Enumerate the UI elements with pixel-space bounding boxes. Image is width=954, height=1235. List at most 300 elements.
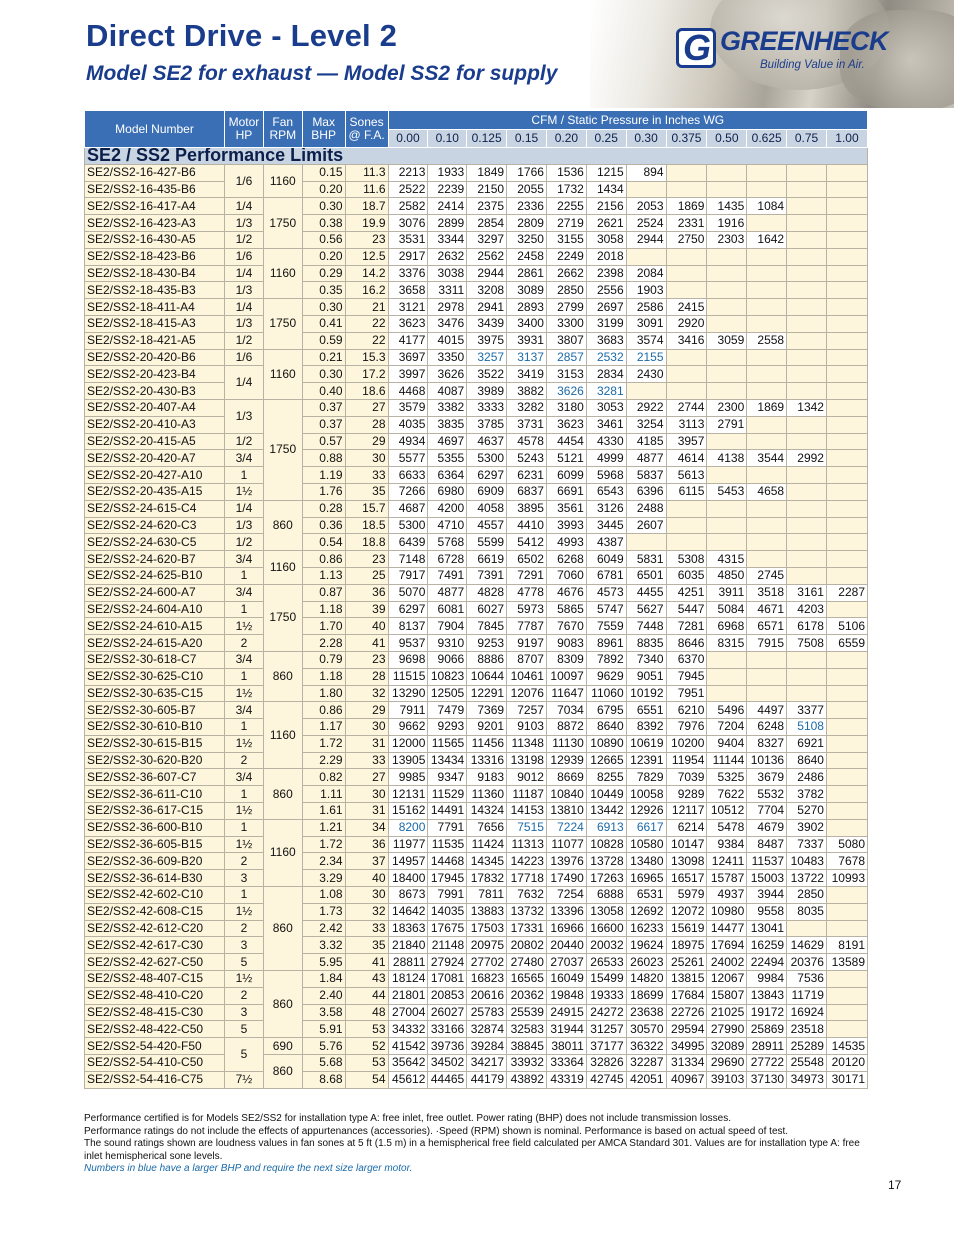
model-number-cell: SE2/SS2-18-430-B4 xyxy=(85,265,225,282)
cfm-cell xyxy=(666,500,707,517)
motor-hp-cell: 3/4 xyxy=(225,450,264,467)
cfm-cell: 27702 xyxy=(467,954,507,971)
cfm-cell: 2084 xyxy=(626,265,666,282)
cfm-cell: 1536 xyxy=(546,164,586,181)
table-row xyxy=(85,248,868,265)
cfm-cell xyxy=(747,349,787,366)
model-number-cell: SE2/SS2-36-614-B30 xyxy=(85,870,225,887)
cfm-cell: 12117 xyxy=(666,803,707,820)
max-bhp-cell: 0.56 xyxy=(302,231,345,248)
logo-name: GREENHECK xyxy=(720,26,889,56)
motor-hp-cell: 2 xyxy=(225,987,264,1004)
cfm-cell: 7892 xyxy=(586,651,626,668)
cfm-cell: 4850 xyxy=(707,567,747,584)
cfm-cell xyxy=(826,567,867,584)
cfm-cell: 32287 xyxy=(626,1055,666,1072)
greenheck-logo xyxy=(676,26,889,76)
cfm-cell: 7266 xyxy=(388,483,428,500)
motor-hp-cell: 1/2 xyxy=(225,231,264,248)
cfm-cell: 3208 xyxy=(467,282,507,299)
cfm-cell: 3731 xyxy=(507,416,547,433)
cfm-cell: 14153 xyxy=(507,803,547,820)
cfm-cell: 7281 xyxy=(666,618,707,635)
cfm-cell: 3250 xyxy=(507,231,547,248)
cfm-cell: 7632 xyxy=(507,887,547,904)
cfm-cell: 2150 xyxy=(467,181,507,198)
cfm-cell xyxy=(826,467,867,484)
cfm-cell: 3300 xyxy=(546,315,586,332)
model-number-cell: SE2/SS2-24-620-C3 xyxy=(85,517,225,534)
cfm-cell: 34973 xyxy=(787,1071,827,1088)
table-row xyxy=(85,752,868,769)
model-number-cell: SE2/SS2-20-427-A10 xyxy=(85,467,225,484)
cfm-cell: 12000 xyxy=(388,735,428,752)
cfm-cell: 3579 xyxy=(388,399,428,416)
cfm-cell xyxy=(787,500,827,517)
cfm-cell: 7254 xyxy=(546,887,586,904)
cfm-cell: 6619 xyxy=(467,551,507,568)
cfm-cell: 2287 xyxy=(826,584,867,601)
header-fan-rpm: Fan RPM xyxy=(263,111,302,148)
cfm-cell xyxy=(787,215,827,232)
footnote-line: Performance ratings do not include the effects of appurtenances (accessories). ·Speed (RPM) shown is nominal. Performance is based on actual speed of test. xyxy=(84,1125,789,1137)
sones-cell: 39 xyxy=(345,601,388,618)
motor-hp-cell: 3/4 xyxy=(225,702,264,719)
cfm-cell: 9662 xyxy=(388,719,428,736)
sones-cell: 36 xyxy=(345,836,388,853)
cfm-cell: 10136 xyxy=(747,752,787,769)
model-number-cell: SE2/SS2-18-435-B3 xyxy=(85,282,225,299)
sones-cell: 12.5 xyxy=(345,248,388,265)
max-bhp-cell: 0.30 xyxy=(302,366,345,383)
cfm-cell xyxy=(826,399,867,416)
motor-hp-cell: 7½ xyxy=(225,1071,264,1088)
cfm-cell: 17081 xyxy=(428,971,467,988)
max-bhp-cell: 0.86 xyxy=(302,702,345,719)
model-number-cell: SE2/SS2-18-415-A3 xyxy=(85,315,225,332)
max-bhp-cell: 1.84 xyxy=(302,971,345,988)
cfm-cell: 10512 xyxy=(707,803,747,820)
cfm-cell xyxy=(747,366,787,383)
sones-cell: 16.2 xyxy=(345,282,388,299)
model-number-cell: SE2/SS2-20-423-B4 xyxy=(85,366,225,383)
model-number-cell: SE2/SS2-48-407-C15 xyxy=(85,971,225,988)
cfm-cell: 6115 xyxy=(666,483,707,500)
max-bhp-cell: 0.15 xyxy=(302,164,345,181)
max-bhp-cell: 0.88 xyxy=(302,450,345,467)
cfm-cell: 12067 xyxy=(707,971,747,988)
cfm-cell: 11515 xyxy=(388,668,428,685)
cfm-cell: 6214 xyxy=(666,819,707,836)
cfm-cell xyxy=(826,181,867,198)
cfm-cell xyxy=(826,769,867,786)
cfm-cell: 44465 xyxy=(428,1071,467,1088)
sones-cell: 53 xyxy=(345,1055,388,1072)
cfm-cell: 4058 xyxy=(467,500,507,517)
cfm-cell: 7917 xyxy=(388,567,428,584)
header-max-bhp: Max BHP xyxy=(302,111,345,148)
motor-hp-cell: 1½ xyxy=(225,618,264,635)
cfm-cell: 13098 xyxy=(666,853,707,870)
sones-cell: 35 xyxy=(345,937,388,954)
logo-tagline: Building Value in Air. xyxy=(760,59,865,71)
cfm-cell: 15807 xyxy=(707,987,747,1004)
cfm-cell: 3089 xyxy=(507,282,547,299)
cfm-cell: 17503 xyxy=(467,920,507,937)
footnotes xyxy=(84,1113,874,1176)
cfm-cell: 2861 xyxy=(507,265,547,282)
cfm-cell: 20120 xyxy=(826,1055,867,1072)
cfm-cell: 2249 xyxy=(546,248,586,265)
sones-cell: 34 xyxy=(345,819,388,836)
max-bhp-cell: 0.37 xyxy=(302,399,345,416)
table-row xyxy=(85,853,868,870)
table-row xyxy=(85,987,868,1004)
cfm-cell xyxy=(826,282,867,299)
cfm-cell: 2458 xyxy=(507,248,547,265)
motor-hp-cell: 1 xyxy=(225,567,264,584)
cfm-cell: 4185 xyxy=(626,433,666,450)
cfm-cell xyxy=(826,719,867,736)
max-bhp-cell: 0.36 xyxy=(302,517,345,534)
cfm-cell: 17945 xyxy=(428,870,467,887)
cfm-cell: 1435 xyxy=(707,198,747,215)
cfm-cell: 2562 xyxy=(467,248,507,265)
cfm-cell: 11977 xyxy=(388,836,428,853)
max-bhp-cell: 0.87 xyxy=(302,584,345,601)
sones-cell: 31 xyxy=(345,735,388,752)
cfm-cell: 31334 xyxy=(666,1055,707,1072)
cfm-cell: 3281 xyxy=(586,383,626,400)
cfm-cell: 2375 xyxy=(467,198,507,215)
fan-rpm-cell: 860 xyxy=(263,971,302,1038)
sones-cell: 23 xyxy=(345,651,388,668)
cfm-cell xyxy=(666,282,707,299)
max-bhp-cell: 5.91 xyxy=(302,1021,345,1038)
fan-rpm-cell: 1160 xyxy=(263,349,302,399)
cfm-cell: 3626 xyxy=(546,383,586,400)
cfm-cell: 31257 xyxy=(586,1021,626,1038)
cfm-cell: 3180 xyxy=(546,399,586,416)
cfm-cell xyxy=(826,450,867,467)
cfm-cell: 41542 xyxy=(388,1038,428,1055)
cfm-cell: 6081 xyxy=(428,601,467,618)
cfm-cell: 34995 xyxy=(666,1038,707,1055)
cfm-cell: 9051 xyxy=(626,668,666,685)
cfm-cell: 6888 xyxy=(586,887,626,904)
motor-hp-cell: 1 xyxy=(225,819,264,836)
cfm-cell: 27480 xyxy=(507,954,547,971)
cfm-cell: 9310 xyxy=(428,635,467,652)
cfm-cell: 8707 xyxy=(507,651,547,668)
header-static-pressure: 0.15 xyxy=(507,130,547,148)
cfm-cell: 7791 xyxy=(428,819,467,836)
table-row xyxy=(85,769,868,786)
sones-cell: 33 xyxy=(345,920,388,937)
cfm-cell: 37177 xyxy=(586,1038,626,1055)
cfm-cell: 25539 xyxy=(507,1004,547,1021)
footnote-line: Performance certified is for Models SE2/SS2 for installation type A: free inlet, free outlet. Power rating (BHP) does not include transmission losses. xyxy=(84,1113,731,1124)
performance-table xyxy=(84,110,868,1089)
cfm-cell: 17832 xyxy=(467,870,507,887)
model-number-cell: SE2/SS2-24-615-C4 xyxy=(85,500,225,517)
cfm-cell xyxy=(747,181,787,198)
model-number-cell: SE2/SS2-54-416-C75 xyxy=(85,1071,225,1088)
cfm-cell: 32089 xyxy=(707,1038,747,1055)
cfm-cell: 33166 xyxy=(428,1021,467,1038)
cfm-cell: 2255 xyxy=(546,198,586,215)
max-bhp-cell: 1.73 xyxy=(302,903,345,920)
cfm-cell: 10461 xyxy=(507,668,547,685)
cfm-cell: 16966 xyxy=(546,920,586,937)
section-title: SE2 / SS2 Performance Limits xyxy=(85,148,868,165)
cfm-cell: 28811 xyxy=(388,954,428,971)
cfm-cell xyxy=(787,198,827,215)
cfm-cell: 5453 xyxy=(707,483,747,500)
cfm-cell: 34217 xyxy=(467,1055,507,1072)
cfm-cell xyxy=(666,534,707,551)
model-number-cell: SE2/SS2-54-420-F50 xyxy=(85,1038,225,1055)
max-bhp-cell: 1.11 xyxy=(302,786,345,803)
cfm-cell: 9066 xyxy=(428,651,467,668)
cfm-cell: 32874 xyxy=(467,1021,507,1038)
cfm-cell xyxy=(707,366,747,383)
header-static-pressure: 0.50 xyxy=(707,130,747,148)
cfm-cell xyxy=(826,215,867,232)
cfm-cell: 7448 xyxy=(626,618,666,635)
cfm-cell xyxy=(826,433,867,450)
table-row xyxy=(85,786,868,803)
cfm-cell: 3931 xyxy=(507,332,547,349)
cfm-cell xyxy=(747,215,787,232)
model-number-cell: SE2/SS2-24-620-B7 xyxy=(85,551,225,568)
cfm-cell: 10840 xyxy=(546,786,586,803)
cfm-cell: 8255 xyxy=(586,769,626,786)
max-bhp-cell: 2.34 xyxy=(302,853,345,870)
cfm-cell: 10200 xyxy=(666,735,707,752)
cfm-cell xyxy=(707,383,747,400)
model-number-cell: SE2/SS2-20-420-A7 xyxy=(85,450,225,467)
motor-hp-cell: 1/2 xyxy=(225,433,264,450)
cfm-cell xyxy=(826,366,867,383)
cfm-cell: 8487 xyxy=(747,836,787,853)
cfm-cell: 2850 xyxy=(787,887,827,904)
cfm-cell xyxy=(707,248,747,265)
cfm-cell: 5532 xyxy=(747,786,787,803)
cfm-cell: 11144 xyxy=(707,752,747,769)
cfm-cell: 4330 xyxy=(586,433,626,450)
cfm-cell: 3059 xyxy=(707,332,747,349)
cfm-cell: 27990 xyxy=(707,1021,747,1038)
cfm-cell: 10483 xyxy=(787,853,827,870)
cfm-cell: 12505 xyxy=(428,685,467,702)
cfm-cell xyxy=(747,265,787,282)
cfm-cell: 3476 xyxy=(428,315,467,332)
model-number-cell: SE2/SS2-24-604-A10 xyxy=(85,601,225,618)
model-number-cell: SE2/SS2-18-411-A4 xyxy=(85,299,225,316)
cfm-cell: 5300 xyxy=(388,517,428,534)
cfm-cell: 3121 xyxy=(388,299,428,316)
cfm-cell: 7670 xyxy=(546,618,586,635)
cfm-cell: 4468 xyxy=(388,383,428,400)
cfm-cell xyxy=(707,651,747,668)
header-static-pressure: 0.125 xyxy=(467,130,507,148)
cfm-cell: 16233 xyxy=(626,920,666,937)
cfm-cell: 10449 xyxy=(586,786,626,803)
header-static-pressure: 0.375 xyxy=(666,130,707,148)
model-number-cell: SE2/SS2-42-608-C15 xyxy=(85,903,225,920)
motor-hp-cell: 1 xyxy=(225,668,264,685)
cfm-cell: 10980 xyxy=(707,903,747,920)
max-bhp-cell: 0.35 xyxy=(302,282,345,299)
fan-rpm-cell: 860 xyxy=(263,887,302,971)
max-bhp-cell: 0.41 xyxy=(302,315,345,332)
cfm-cell: 3461 xyxy=(586,416,626,433)
motor-hp-cell: 1/6 xyxy=(225,164,264,198)
cfm-cell xyxy=(787,248,827,265)
model-number-cell: SE2/SS2-16-417-A4 xyxy=(85,198,225,215)
max-bhp-cell: 0.20 xyxy=(302,181,345,198)
table-row xyxy=(85,903,868,920)
cfm-cell xyxy=(787,685,827,702)
header-static-pressure: 0.30 xyxy=(626,130,666,148)
fan-rpm-cell: 1160 xyxy=(263,702,302,769)
cfm-cell: 6921 xyxy=(787,735,827,752)
cfm-cell: 2920 xyxy=(666,315,707,332)
cfm-cell: 29690 xyxy=(707,1055,747,1072)
cfm-cell: 14957 xyxy=(388,853,428,870)
cfm-cell xyxy=(787,920,827,937)
cfm-cell: 14468 xyxy=(428,853,467,870)
cfm-cell: 2398 xyxy=(586,265,626,282)
cfm-cell: 1869 xyxy=(747,399,787,416)
cfm-cell: 27037 xyxy=(546,954,586,971)
cfm-cell: 3623 xyxy=(546,416,586,433)
cfm-cell xyxy=(826,299,867,316)
cfm-cell: 27722 xyxy=(747,1055,787,1072)
cfm-cell: 4877 xyxy=(626,450,666,467)
cfm-cell: 1933 xyxy=(428,164,467,181)
cfm-cell: 5627 xyxy=(626,601,666,618)
motor-hp-cell: 1/4 xyxy=(225,366,264,400)
cfm-cell: 2978 xyxy=(428,299,467,316)
cfm-cell: 16600 xyxy=(586,920,626,937)
cfm-cell: 4387 xyxy=(586,534,626,551)
table-row xyxy=(85,181,868,198)
table-row xyxy=(85,1038,868,1055)
cfm-cell xyxy=(626,383,666,400)
cfm-cell: 3311 xyxy=(428,282,467,299)
cfm-cell: 2719 xyxy=(546,215,586,232)
header-static-pressure: 1.00 xyxy=(826,130,867,148)
cfm-cell: 7811 xyxy=(467,887,507,904)
cfm-cell xyxy=(747,164,787,181)
cfm-cell: 7945 xyxy=(666,668,707,685)
cfm-cell: 17718 xyxy=(507,870,547,887)
cfm-cell: 6617 xyxy=(626,819,666,836)
cfm-cell: 2607 xyxy=(626,517,666,534)
cfm-cell: 3626 xyxy=(428,366,467,383)
cfm-cell: 6178 xyxy=(787,618,827,635)
cfm-cell: 8640 xyxy=(787,752,827,769)
cfm-cell: 2239 xyxy=(428,181,467,198)
cfm-cell: 5084 xyxy=(707,601,747,618)
max-bhp-cell: 1.18 xyxy=(302,668,345,685)
cfm-cell xyxy=(787,651,827,668)
max-bhp-cell: 1.18 xyxy=(302,601,345,618)
table-row xyxy=(85,215,868,232)
table-row xyxy=(85,719,868,736)
model-number-cell: SE2/SS2-16-423-A3 xyxy=(85,215,225,232)
cfm-cell: 7148 xyxy=(388,551,428,568)
cfm-cell: 7622 xyxy=(707,786,747,803)
table-row xyxy=(85,937,868,954)
cfm-cell: 3419 xyxy=(507,366,547,383)
cfm-cell: 17675 xyxy=(428,920,467,937)
cfm-cell: 9293 xyxy=(428,719,467,736)
cfm-cell: 23638 xyxy=(626,1004,666,1021)
sones-cell: 31 xyxy=(345,803,388,820)
model-number-cell: SE2/SS2-18-423-B6 xyxy=(85,248,225,265)
cfm-cell: 7479 xyxy=(428,702,467,719)
cfm-cell: 4015 xyxy=(428,332,467,349)
cfm-cell: 6210 xyxy=(666,702,707,719)
sones-cell: 18.8 xyxy=(345,534,388,551)
cfm-cell: 8669 xyxy=(546,769,586,786)
sones-cell: 37 xyxy=(345,853,388,870)
page-title: Direct Drive - Level 2 xyxy=(86,18,398,53)
sones-cell: 22 xyxy=(345,332,388,349)
cfm-cell: 38845 xyxy=(507,1038,547,1055)
cfm-cell: 20616 xyxy=(467,987,507,1004)
cfm-cell: 9404 xyxy=(707,735,747,752)
cfm-cell xyxy=(707,265,747,282)
sones-cell: 40 xyxy=(345,870,388,887)
motor-hp-cell: 2 xyxy=(225,752,264,769)
cfm-cell: 2488 xyxy=(626,500,666,517)
cfm-cell xyxy=(666,383,707,400)
cfm-cell: 4203 xyxy=(787,601,827,618)
cfm-cell xyxy=(666,349,707,366)
cfm-cell: 17263 xyxy=(586,870,626,887)
cfm-cell: 3574 xyxy=(626,332,666,349)
cfm-cell: 4778 xyxy=(507,584,547,601)
cfm-cell: 34332 xyxy=(388,1021,428,1038)
cfm-cell: 7340 xyxy=(626,651,666,668)
table-row xyxy=(85,332,868,349)
cfm-cell: 20376 xyxy=(787,954,827,971)
cfm-cell: 2834 xyxy=(586,366,626,383)
table-row xyxy=(85,383,868,400)
header-static-pressure: 0.75 xyxy=(787,130,827,148)
cfm-cell: 7204 xyxy=(707,719,747,736)
motor-hp-cell: 1/2 xyxy=(225,534,264,551)
cfm-cell: 3113 xyxy=(666,416,707,433)
model-number-cell: SE2/SS2-30-620-B20 xyxy=(85,752,225,769)
cfm-cell: 4200 xyxy=(428,500,467,517)
cfm-cell xyxy=(707,299,747,316)
max-bhp-cell: 3.29 xyxy=(302,870,345,887)
cfm-cell: 29594 xyxy=(666,1021,707,1038)
cfm-cell xyxy=(787,315,827,332)
cfm-cell: 12939 xyxy=(546,752,586,769)
max-bhp-cell: 8.68 xyxy=(302,1071,345,1088)
cfm-cell: 5355 xyxy=(428,450,467,467)
table-row xyxy=(85,920,868,937)
cfm-cell xyxy=(826,987,867,1004)
cfm-cell: 3161 xyxy=(787,584,827,601)
motor-hp-cell: 1/6 xyxy=(225,349,264,366)
